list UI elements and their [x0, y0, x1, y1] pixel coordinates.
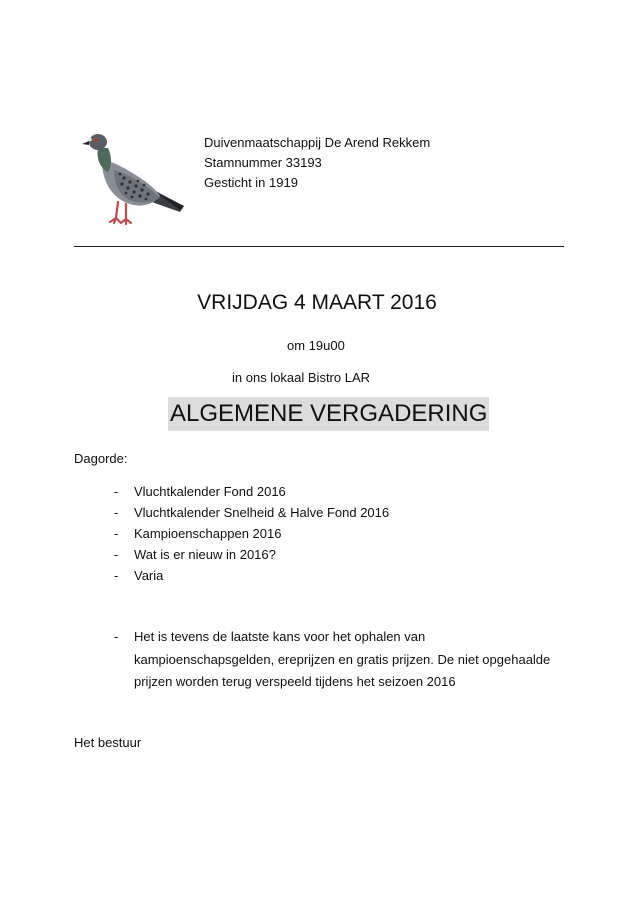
- list-item: - Vluchtkalender Snelheid & Halve Fond 2016: [114, 505, 390, 520]
- event-date: VRIJDAG 4 MAART 2016: [197, 291, 437, 314]
- pigeon-icon: [80, 126, 192, 230]
- list-item: - Wat is er nieuw in 2016?: [114, 547, 276, 562]
- header-divider: [74, 246, 564, 247]
- signature: Het bestuur: [74, 735, 142, 750]
- registration-number: Stamnummer 33193: [204, 155, 322, 170]
- club-info: [204, 133, 430, 193]
- list-item: - Kampioenschappen 2016: [114, 526, 282, 541]
- agenda-list: [114, 481, 389, 586]
- event-venue: in ons lokaal Bistro LAR: [232, 370, 371, 385]
- event-time: om 19u00: [287, 338, 345, 353]
- club-name: Duivenmaatschappij De Arend Rekkem: [204, 135, 431, 150]
- meeting-title: ALGEMENE VERGADERING: [168, 397, 489, 431]
- prize-notice: - Het is tevens de laatste kans voor het ophalen van kampioenschapsgelden, ereprijzen en gratis prijzen. De niet opgehaalde prijzen worden terug verspeeld tijdens het seizoen 2016: [114, 626, 564, 694]
- list-item: - Vluchtkalender Fond 2016: [114, 484, 286, 499]
- prize-notice-text: Het is tevens de laatste kans voor het ophalen van kampioenschapsgelden, ereprijzen en gratis prijzen. De niet opgehaalde prijzen worden terug verspeeld tijdens het seizoen 2016: [134, 629, 551, 689]
- agenda-label: Dagorde:: [74, 451, 128, 466]
- list-item: - Varia: [114, 568, 164, 583]
- founded-year: Gesticht in 1919: [204, 175, 298, 190]
